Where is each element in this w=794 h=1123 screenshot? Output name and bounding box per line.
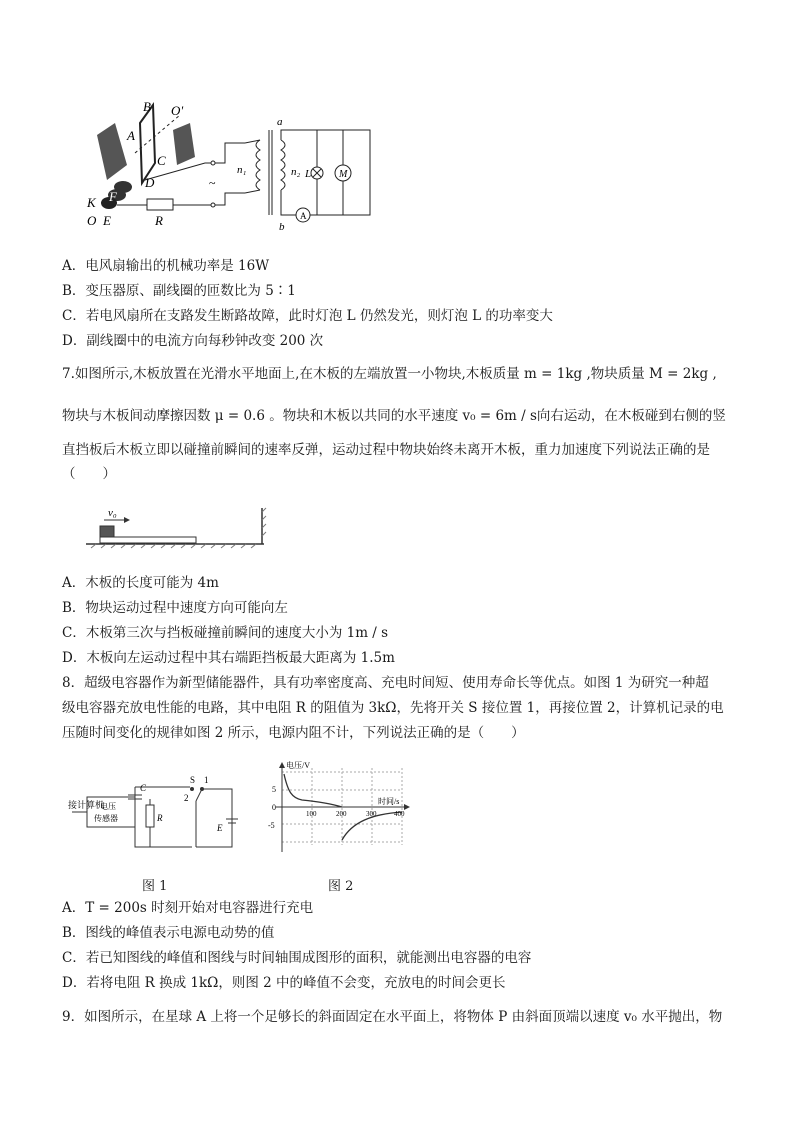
label-M: M xyxy=(339,169,348,180)
fig2-tick-x3: 300 xyxy=(366,810,377,818)
q6-option-a: A．电风扇输出的机械功率是 16W xyxy=(62,258,270,274)
board-block-figure xyxy=(86,498,266,556)
q8-option-a: A．T = 200s 时刻开始对电容器进行充电 xyxy=(62,900,314,916)
fig2-tick-y2: 0 xyxy=(272,803,276,812)
q9-stem-line1: 9．如图所示，在星球 A 上将一个足够长的斜面固定在水平面上，将物体 P 由斜面顶端以速度 v₀ 水平抛出，物 xyxy=(62,1009,723,1025)
fig2-xlabel: 时间/s xyxy=(378,797,400,806)
q7-option-a: A．木板的长度可能为 4m xyxy=(62,575,219,591)
q6-option-b: B．变压器原、副线圈的匝数比为 5∶1 xyxy=(62,283,296,299)
label-a: a xyxy=(277,116,283,128)
q7-stem-line3: 直挡板后木板立即以碰撞前瞬间的速率反弹，运动过程中物块始终未离开木板，重力加速度下列说法正确的是 xyxy=(62,442,710,458)
q7-option-b: B．物块运动过程中速度方向可能向左 xyxy=(62,600,288,616)
q7-stem-line4: （ ） xyxy=(62,466,116,482)
voltage-time-figure xyxy=(262,760,412,860)
label-ammeter: A xyxy=(300,211,307,221)
fig2-tick-y1: 5 xyxy=(272,785,276,794)
label-D: D xyxy=(145,175,155,190)
label-b: b xyxy=(279,221,285,233)
label-S: S xyxy=(190,775,196,785)
label-v0: v₀ xyxy=(108,507,117,519)
label-to-computer: 接计算机 xyxy=(68,800,105,810)
label-n2: n₂ xyxy=(291,166,301,178)
q8-option-c: C．若已知图线的峰值和图线与时间轴围成图形的面积，就能测出电容器的电容 xyxy=(62,950,532,966)
label-F: F xyxy=(109,189,117,204)
q7-option-d: D．木板向左运动过程中其右端距挡板最大距离为 1.5m xyxy=(62,650,395,666)
q7-option-c: C．木板第三次与挡板碰撞前瞬间的速度大小为 1m / s xyxy=(62,625,389,641)
capacitor-circuit-figure xyxy=(68,775,242,870)
label-2: 2 xyxy=(184,793,189,803)
fig2-tick-x4: 400 xyxy=(394,810,405,818)
q8-stem-line2: 级电容器充放电性能的电路，其中电阻 R 的阻值为 3kΩ，先将开关 S 接位置 1，再接位置 2，计算机记录的电 xyxy=(62,700,724,716)
q8-option-b: B．图线的峰值表示电源电动势的值 xyxy=(62,925,275,941)
label-E: E xyxy=(103,213,111,228)
generator-transformer-figure xyxy=(85,95,385,245)
fig2-tick-x1: 100 xyxy=(306,810,317,818)
label-E: E xyxy=(217,823,223,833)
q7-stem-line1: 7.如图所示,木板放置在光滑水平地面上,在木板的左端放置一小物块,木板质量 m = 1kg ,物块质量 M = 2kg , xyxy=(62,366,717,382)
fig2-ylabel: 电压/V xyxy=(286,761,310,770)
fig2-tick-y3: -5 xyxy=(268,821,275,830)
label-O1: O' xyxy=(171,103,184,118)
label-R: R xyxy=(157,813,163,823)
label-sensor-2: 传感器 xyxy=(94,814,118,823)
q6-option-c: C．若电风扇所在支路发生断路故障，此时灯泡 L 仍然发光，则灯泡 L 的功率变大 xyxy=(62,308,553,324)
q8-stem-line3: 压随时间变化的规律如图 2 所示，电源内阻不计，下列说法正确的是（ ） xyxy=(62,725,525,741)
label-n1: n₁ xyxy=(237,164,247,176)
label-A: A xyxy=(127,128,135,143)
figure-2-caption: 图 2 xyxy=(328,879,354,894)
label-C: C xyxy=(140,783,147,793)
q6-option-d: D．副线圈中的电流方向每秒钟改变 200 次 xyxy=(62,333,324,349)
label-R: R xyxy=(155,213,163,228)
label-O: O xyxy=(87,213,97,228)
label-L: L xyxy=(305,168,312,180)
q8-option-d: D．若将电阻 R 换成 1kΩ，则图 2 中的峰值不会变，充放电的时间会更长 xyxy=(62,975,506,991)
fig2-tick-x2: 200 xyxy=(336,810,347,818)
label-ac: ~ xyxy=(209,176,216,190)
label-B: B xyxy=(143,99,151,114)
label-1: 1 xyxy=(204,775,209,785)
label-sensor-1: 电压 xyxy=(100,802,116,811)
label-C: C xyxy=(157,153,166,168)
q8-stem-line1: 8．超级电容器作为新型储能器件，具有功率密度高、充电时间短、使用寿命长等优点。如图 1 为研究一种超 xyxy=(62,675,709,691)
label-K: K xyxy=(87,195,96,210)
q7-stem-line2: 物块与木板间动摩擦因数 μ = 0.6 。物块和木板以共同的水平速度 v₀ = 6m / s向右运动，在木板碰到右侧的竖 xyxy=(62,408,726,424)
figure-1-caption: 图 1 xyxy=(142,879,168,894)
